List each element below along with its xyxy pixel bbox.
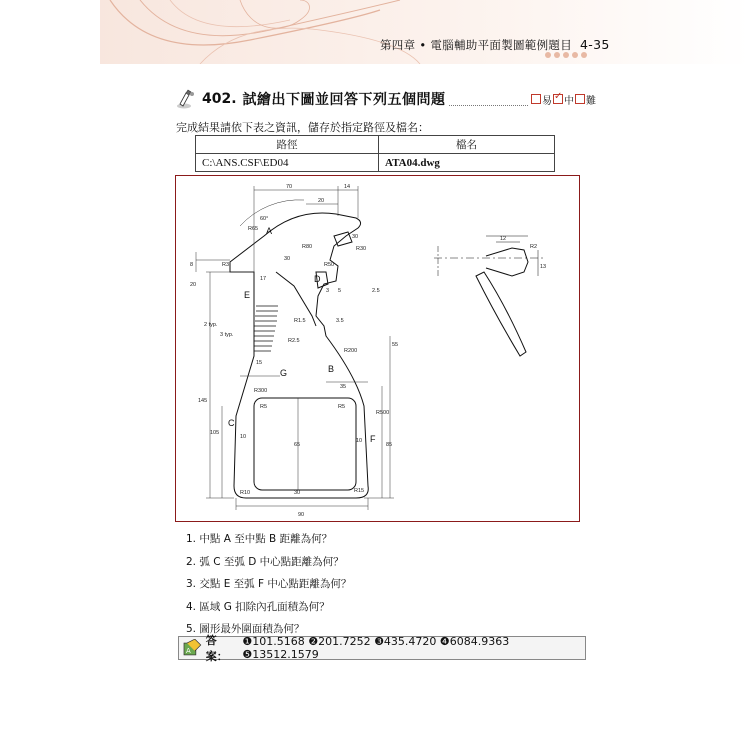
intro-text: 完成結果請依下表之資訊，儲存於指定路徑及檔名： bbox=[176, 121, 429, 134]
difficulty-medium-label: 中 bbox=[564, 95, 574, 107]
drawing-canvas bbox=[176, 176, 578, 520]
label-a: A bbox=[266, 226, 273, 236]
dim-3-5: 3.5 bbox=[336, 318, 344, 324]
dim-2typ: 2 typ. bbox=[204, 322, 218, 328]
question-title: 試繪出下圖並回答下列五個問題 bbox=[242, 92, 446, 108]
dim-105: 105 bbox=[210, 430, 220, 436]
dim-2-5: 2.5 bbox=[372, 288, 380, 294]
dim-14: 14 bbox=[344, 184, 351, 190]
question-3: 3. 交點 E 至弧 F 中心點距離為何？ bbox=[186, 578, 352, 590]
dim-r200: R200 bbox=[344, 348, 358, 354]
question-4: 4. 區域 G 扣除內孔面積為何？ bbox=[186, 600, 330, 613]
dim-90: 90 bbox=[298, 512, 305, 518]
filename-value: ATA04.dwg bbox=[379, 154, 555, 172]
label-b: B bbox=[328, 364, 335, 374]
dim-r10: R10 bbox=[240, 490, 251, 496]
dim-60deg: 60° bbox=[260, 216, 269, 222]
question-header bbox=[176, 86, 596, 112]
dim-10a: 10 bbox=[240, 434, 247, 440]
dim-35: 35 bbox=[340, 384, 347, 390]
answer-label: 答案： bbox=[205, 634, 228, 663]
bottle-outline bbox=[230, 213, 368, 498]
technical-drawing bbox=[175, 175, 580, 522]
label-c: C bbox=[228, 418, 235, 428]
grip-ribs bbox=[254, 306, 278, 351]
dim-r2: R2 bbox=[530, 244, 538, 250]
dim-r5b: R5 bbox=[338, 404, 346, 410]
question-list bbox=[186, 528, 351, 641]
dim-15: 15 bbox=[256, 360, 263, 366]
difficulty-hard-label: 難 bbox=[586, 95, 596, 107]
dim-30a: 30 bbox=[284, 256, 291, 262]
dim-20: 20 bbox=[318, 198, 325, 204]
label-f: F bbox=[370, 434, 376, 444]
dim-10b: 10 bbox=[356, 438, 363, 444]
dim-3: 3 bbox=[326, 288, 330, 294]
dim-r3: R3 bbox=[222, 262, 230, 268]
side-detail-view bbox=[434, 236, 546, 356]
difficulty-selector bbox=[531, 92, 596, 107]
dim-5: 5 bbox=[338, 288, 342, 294]
file-info-table bbox=[195, 135, 555, 172]
dim-r15: R15 bbox=[354, 488, 365, 494]
dim-12: 12 bbox=[500, 236, 507, 242]
answer-bar bbox=[178, 634, 586, 663]
dim-30b: 30 bbox=[352, 234, 359, 240]
dim-r500: R500 bbox=[376, 410, 390, 416]
filename-header: 檔名 bbox=[379, 136, 555, 154]
question-2: 2. 弧 C 至弧 D 中心點距離為何？ bbox=[186, 555, 344, 568]
dim-70: 70 bbox=[286, 184, 293, 190]
label-g: G bbox=[280, 368, 288, 378]
difficulty-box-hard bbox=[575, 94, 585, 104]
header-decoration bbox=[0, 0, 750, 64]
path-header: 路徑 bbox=[196, 136, 379, 154]
dim-8: 8 bbox=[190, 262, 194, 268]
path-value: C:\ANS.CSF\ED04 bbox=[196, 154, 379, 172]
difficulty-box-medium bbox=[553, 94, 563, 104]
answer-book-icon bbox=[183, 639, 203, 657]
chapter-title: 第四章 • 電腦輔助平面製圖範例題目 bbox=[380, 38, 572, 52]
dim-55: 55 bbox=[392, 342, 399, 348]
dim-r30: R30 bbox=[356, 246, 367, 252]
difficulty-easy-label: 易 bbox=[542, 95, 552, 107]
dim-13: 13 bbox=[540, 264, 547, 270]
dim-r1-5: R1.5 bbox=[294, 318, 306, 324]
inner-hole bbox=[254, 398, 356, 490]
dimension-labels bbox=[190, 184, 546, 518]
header-dots bbox=[545, 52, 587, 58]
pen-writing-icon bbox=[176, 88, 198, 110]
dim-r2-5: R2.5 bbox=[288, 338, 300, 344]
question-1: 1. 中點 A 至中點 B 距離為何？ bbox=[186, 533, 333, 545]
label-d: D bbox=[314, 274, 321, 284]
dim-3typ: 3 typ. bbox=[220, 332, 234, 338]
header-title bbox=[380, 37, 610, 53]
svg-text:A: A bbox=[185, 646, 191, 655]
page-number: 4-35 bbox=[580, 37, 610, 52]
dim-r65: R65 bbox=[248, 226, 259, 232]
dim-r300: R300 bbox=[254, 388, 268, 394]
dim-30c: 30 bbox=[294, 490, 301, 496]
answer-values: ❶101.5168 ❷201.7252 ❸435.4720 ❹6084.9363 ❺13512.1579 bbox=[242, 635, 510, 661]
dim-17: 17 bbox=[260, 276, 267, 282]
question-number: 402. bbox=[202, 91, 237, 107]
label-e: E bbox=[244, 290, 251, 300]
difficulty-box-easy bbox=[531, 94, 541, 104]
dim-20b: 20 bbox=[190, 282, 197, 288]
dotted-leader bbox=[449, 93, 528, 106]
dim-r50: R50 bbox=[324, 262, 335, 268]
dim-r5a: R5 bbox=[260, 404, 268, 410]
dim-85: 85 bbox=[386, 442, 393, 448]
question-5: 5. 圖形最外圍面積為何？ bbox=[186, 623, 305, 635]
region-labels bbox=[228, 226, 376, 444]
dim-145: 145 bbox=[198, 398, 208, 404]
dim-r80: R80 bbox=[302, 244, 313, 250]
dim-65: 65 bbox=[294, 442, 301, 448]
